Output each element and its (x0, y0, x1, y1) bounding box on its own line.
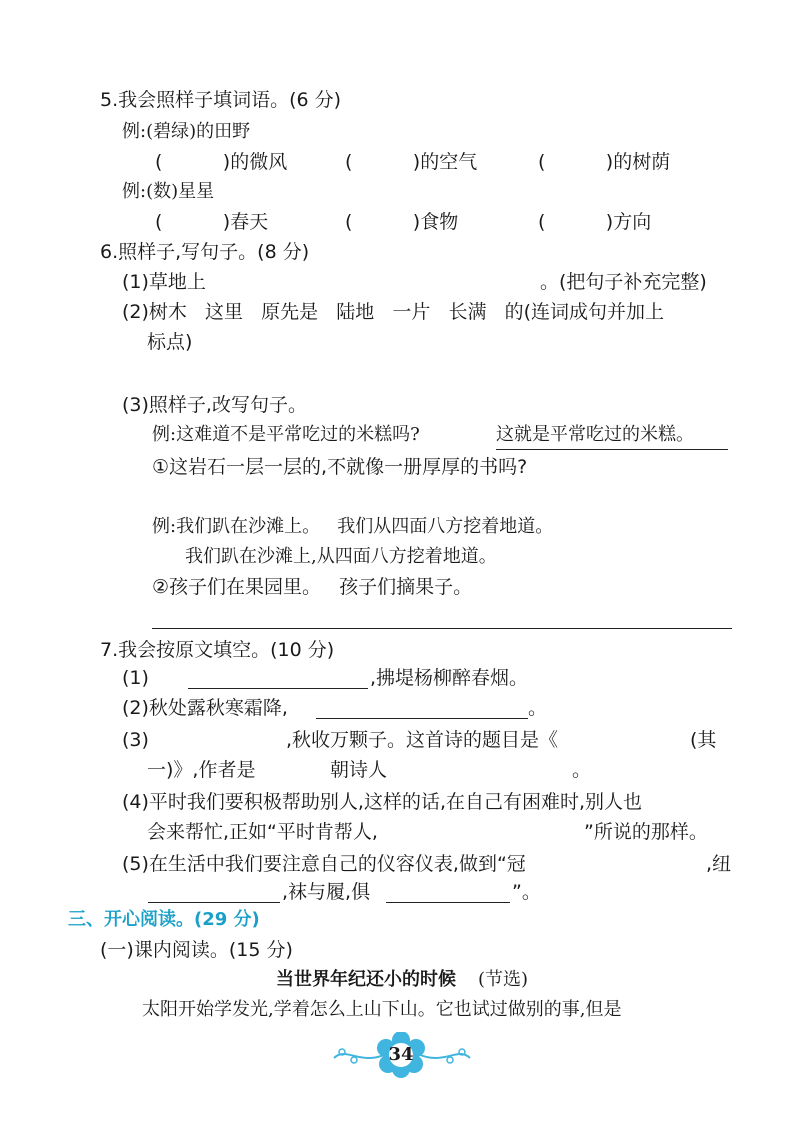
q7-p5-answer-line-b[interactable] (386, 902, 510, 903)
q5-blank-breeze[interactable]: ( )的微风 (155, 151, 288, 173)
passage-line1: 太阳开始学发光,学着怎么上山下山。它也试过做别的事,但是 (142, 999, 622, 1020)
q5-example1: 例:(碧绿)的田野 (122, 121, 251, 142)
q6-p3-example1-answer: 这就是平常吃过的米糕。 (496, 423, 728, 450)
q7-p3-line2-a: 一)》,作者是 (147, 759, 256, 781)
q7-p3-mid: ,秋收万颗子。这首诗的题目是《 (286, 729, 559, 751)
q7-p4-line2-a: 会来帮忙,正如“平时肯帮人, (147, 821, 378, 843)
q7-p3-end: (其 (690, 729, 717, 751)
q6-p3-example1-question: 例:这难道不是平常吃过的米糕吗? (152, 424, 420, 445)
section3-title: 三、开心阅读。(29 分) (68, 909, 260, 930)
q5-example2: 例:(数)星星 (122, 181, 215, 202)
q7-p5-line1-a: (5)在生活中我们要注意自己的仪容仪表,做到“冠 (122, 853, 526, 875)
q5-blank-spring[interactable]: ( )春天 (155, 211, 269, 233)
q7-p3-line2-c: 。 (572, 759, 592, 781)
q7-p5-answer-line-a[interactable] (148, 902, 280, 903)
q7-p4-line1: (4)平时我们要积极帮助别人,这样的话,在自己有困难时,别人也 (122, 791, 643, 813)
q6-p2-line1: (2)树木 这里 原先是 陆地 一片 长满 的(连词成句并加上 (122, 301, 665, 323)
q6-p3-item2: ②孩子们在果园里。 孩子们摘果子。 (152, 576, 473, 598)
section3-sub: (一)课内阅读。(15 分) (100, 939, 293, 961)
q6-title: 6.照样子,写句子。(8 分) (100, 241, 310, 263)
q6-p3-example2-line2: 我们趴在沙滩上,从四面八方挖着地道。 (185, 546, 497, 567)
q5-blank-shade[interactable]: ( )的树荫 (538, 151, 671, 173)
q7-p3-start: (3) (122, 729, 149, 751)
q5-title: 5.我会照样子填词语。(6 分) (100, 89, 342, 111)
q6-p1-end: 。(把句子补充完整) (540, 271, 707, 293)
passage-title: 当世界年纪还小的时候 (276, 969, 456, 990)
q7-p1-start: (1) (122, 667, 149, 689)
q7-p2-answer-line[interactable] (316, 718, 528, 719)
q6-p3-example2-line1: 例:我们趴在沙滩上。 我们从四面八方挖着地道。 (152, 516, 554, 537)
q7-p1-answer-line[interactable] (188, 688, 368, 689)
q7-title: 7.我会按原文填空。(10 分) (100, 639, 335, 661)
passage-title-note: (节选) (478, 969, 529, 990)
q6-p3-title: (3)照样子,改写句子。 (122, 394, 307, 416)
q7-p3-line2-b: 朝诗人 (330, 759, 388, 781)
q7-p5-line2-b: ”。 (512, 881, 541, 903)
q5-blank-direction[interactable]: ( )方向 (538, 211, 652, 233)
q6-p2-line2: 标点) (147, 331, 193, 353)
q7-p4-line2-b: ”所说的那样。 (584, 821, 708, 843)
q5-blank-air[interactable]: ( )的空气 (345, 151, 478, 173)
q7-p2-start: (2)秋处露秋寒霜降, (122, 697, 288, 719)
q7-p5-line2-a: ,袜与履,俱 (282, 881, 371, 903)
page-number: 34 (388, 1044, 414, 1065)
q6-p1-start: (1)草地上 (122, 271, 206, 293)
q6-p3-item1: ①这岩石一层一层的,不就像一册厚厚的书吗? (152, 456, 528, 478)
q7-p1-end: ,拂堤杨柳醉春烟。 (370, 667, 529, 689)
q7-p2-end: 。 (528, 697, 548, 719)
q5-blank-food[interactable]: ( )食物 (345, 211, 459, 233)
q6-p3-item2-answer-line[interactable] (152, 628, 732, 629)
q7-p5-line1-b: ,纽 (706, 853, 732, 875)
